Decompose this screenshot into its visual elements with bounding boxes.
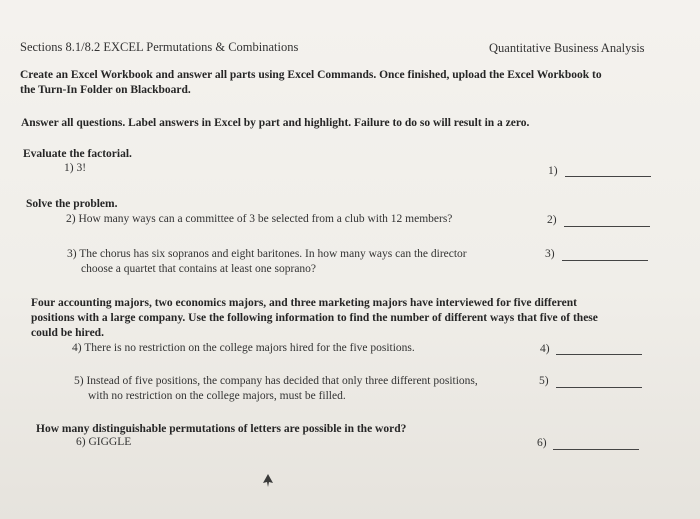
instructions-line-1: Create an Excel Workbook and answer all parts using Excel Commands. Once finished, upload the Excel Workbook to [20, 69, 602, 81]
question-5-line-1: 5) Instead of five positions, the company has decided that only three different positions, [74, 375, 478, 387]
question-1: 1) 3! [64, 162, 87, 174]
accounting-intro-line-1: Four accounting majors, two economics majors, and three marketing majors have interviewed for five different [31, 297, 577, 309]
instructions-line-2: the Turn-In Folder on Blackboard. [20, 84, 191, 96]
answer-blank-3[interactable] [562, 260, 648, 261]
answer-blank-2[interactable] [564, 226, 650, 227]
answer-label-4: 4) [540, 343, 550, 355]
question-3-line-1: 3) The chorus has six sopranos and eight baritones. In how many ways can the director [67, 248, 467, 260]
answer-blank-4[interactable] [556, 354, 642, 355]
answer-label-5: 5) [539, 375, 549, 387]
accounting-intro-line-2: positions with a large company. Use the following information to find the number of different ways that five of these [31, 312, 598, 324]
answer-label-6: 6) [537, 437, 547, 449]
question-5-line-2: with no restriction on the college majors, must be filled. [88, 390, 346, 402]
question-6: 6) GIGGLE [76, 436, 132, 448]
accounting-intro-line-3: could be hired. [31, 327, 104, 339]
answer-blank-1[interactable] [565, 176, 651, 177]
answer-blank-5[interactable] [556, 387, 642, 388]
answer-label-2: 2) [547, 214, 557, 226]
header-course: Quantitative Business Analysis [489, 41, 645, 55]
question-4: 4) There is no restriction on the college majors hired for the five positions. [72, 342, 415, 354]
question-3-line-2: choose a quartet that contains at least one soprano? [81, 263, 317, 275]
mouse-cursor-icon [262, 474, 274, 488]
permutations-heading: How many distinguishable permutations of letters are possible in the word? [36, 423, 407, 435]
answer-label-1: 1) [548, 165, 558, 177]
question-2: 2) How many ways can a committee of 3 be selected from a club with 12 members? [66, 213, 453, 225]
evaluate-heading: Evaluate the factorial. [23, 148, 132, 160]
solve-heading: Solve the problem. [26, 198, 118, 210]
answer-blank-6[interactable] [553, 449, 639, 450]
answer-all-instruction: Answer all questions. Label answers in Excel by part and highlight. Failure to do so will result in a zero. [21, 117, 530, 129]
header-title: Sections 8.1/8.2 EXCEL Permutations & Combinations [20, 40, 299, 54]
answer-label-3: 3) [545, 248, 555, 260]
